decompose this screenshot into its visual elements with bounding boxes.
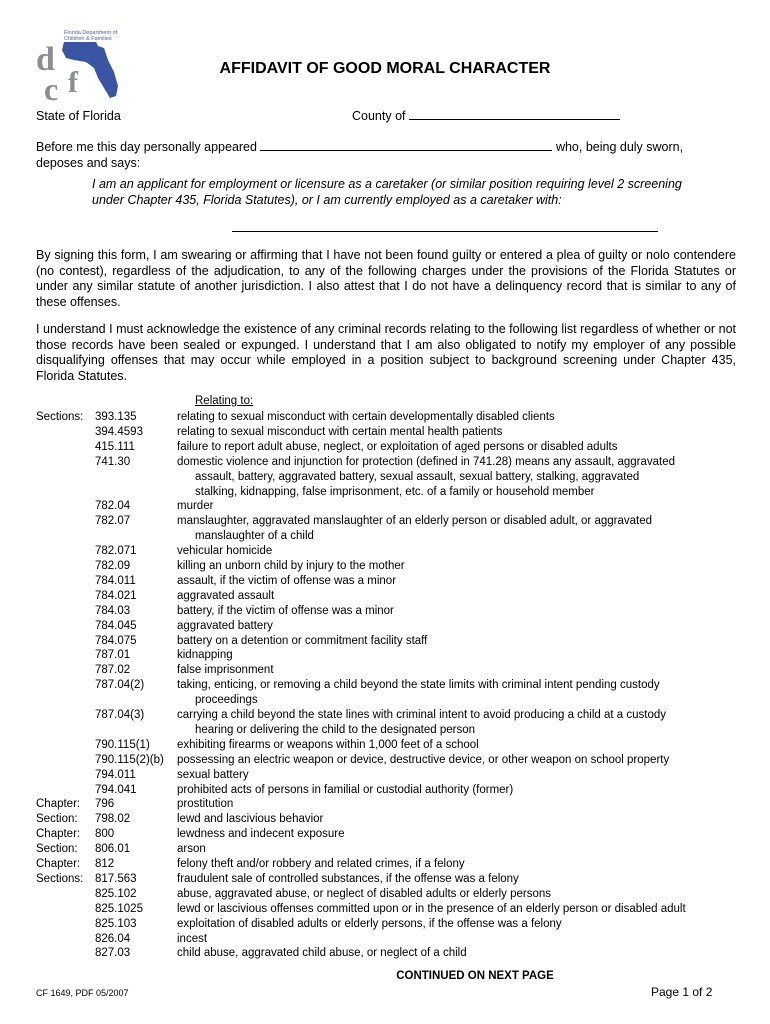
offense-description: [177, 619, 737, 634]
offense-code: 784.045: [95, 619, 137, 632]
offense-description-line: proceedings: [195, 694, 258, 707]
offense-description-line: false imprisonment: [177, 664, 274, 677]
offense-code: 784.021: [95, 589, 137, 602]
offense-code: 806.01: [95, 843, 131, 856]
offense-description: [177, 708, 737, 738]
state-label: State of Florida: [36, 109, 121, 123]
offense-description: [177, 604, 737, 619]
offense-description-line: possessing an electric weapon or device, destructive device, or other weapon on school property: [177, 753, 670, 766]
offense-description-line: abuse, aggravated abuse, or neglect of disabled adults or elderly persons: [177, 887, 551, 900]
offense-description-line: lewd and lascivious behavior: [177, 813, 324, 826]
offense-label: Section:: [36, 843, 78, 856]
offense-description: [177, 663, 737, 678]
offense-description: [177, 678, 737, 708]
offense-code: 787.04(2): [95, 679, 145, 692]
appeared-prefix: Before me this day personally appeared: [36, 140, 257, 154]
offense-description: [177, 738, 737, 753]
offense-description: [177, 499, 737, 514]
appeared-suffix: who, being duly sworn,: [555, 140, 684, 154]
offense-code: 817.563: [95, 872, 137, 885]
form-id: CF 1649, PDF 05/2007: [36, 988, 129, 998]
offense-code: 782.07: [95, 515, 131, 528]
offense-code: 794.011: [95, 768, 136, 781]
offense-description-line: battery, if the victim of offense was a minor: [177, 604, 394, 617]
offense-description-line: assault, battery, aggravated battery, sexual assault, sexual battery, stalking, aggravated: [195, 470, 640, 483]
offense-code: 812: [95, 858, 115, 870]
offense-description-line: taking, enticing, or removing a child beyond the state limits with criminal intent pending custody: [177, 679, 660, 692]
offense-description-line: child abuse, aggravated child abuse, or neglect of a child: [177, 947, 467, 960]
offense-label: Chapter:: [36, 858, 81, 870]
offense-description-line: aggravated battery: [177, 619, 273, 632]
offense-description-line: kidnapping: [177, 649, 233, 662]
deposes-label: deposes and says:: [36, 156, 141, 170]
paragraph-swear: By signing this form, I am swearing or affirming that I have not been found guilty or entered a plea of guilty or nolo contendere (no contest), regardless of the adjudication, to any of the following charges under the provisions of the Florida Statutes or under any similar statute of another jurisdiction. I also attest that I do not have a delinquency record that is similar to any of these offenses.: [36, 248, 736, 310]
offense-description-line: assault, if the victim of offense was a minor: [177, 574, 397, 587]
offense-description-line: felony theft and/or robbery and related crimes, if a felony: [177, 858, 465, 870]
offense-description-line: battery on a detention or commitment facility staff: [177, 634, 428, 647]
offense-description-line: relating to sexual misconduct with certain mental health patients: [177, 425, 503, 438]
offense-code: 782.04: [95, 500, 131, 513]
offense-description: [177, 932, 737, 947]
offense-description: [177, 946, 737, 961]
employer-field[interactable]: [232, 231, 658, 232]
offense-label: Chapter:: [36, 828, 81, 841]
paragraph-acknowledge: I understand I must acknowledge the existence of any criminal records relating to the following list regardless of whether or not those records have been sealed or expunged. I understand that I am also obligated to notify my employer of any possible disqualifying offenses that may occur while employed in a position subject to background screening under Chapter 435, Florida Statutes.: [36, 322, 736, 384]
offense-description-line: fraudulent sale of controlled substances, if the offense was a felony: [177, 872, 519, 885]
offense-description: [177, 440, 737, 455]
offense-code: 787.04(3): [95, 709, 145, 721]
offense-code: 782.09: [95, 560, 131, 572]
offense-description: [177, 872, 737, 887]
offense-code: 394.4593: [95, 425, 143, 438]
offense-description: [177, 768, 737, 783]
offense-description-line: lewdness and indecent exposure: [177, 828, 345, 841]
offense-description: [177, 648, 737, 663]
offense-description-line: killing an unborn child by injury to the mother: [177, 560, 405, 572]
offense-description-line: vehicular homicide: [177, 545, 273, 558]
offense-description: [177, 634, 737, 649]
offense-description: [177, 589, 737, 604]
offense-description: [177, 917, 737, 932]
logo-agency-line-1: Florida Department of: [64, 30, 118, 36]
offense-label: Section:: [36, 813, 78, 826]
offense-code: 784.011: [95, 574, 136, 587]
offense-code: 787.01: [95, 649, 131, 662]
offense-code: 825.1025: [95, 902, 143, 915]
logo-f: f: [68, 66, 78, 99]
offense-label: Sections:: [36, 411, 84, 423]
offense-description-line: murder: [177, 500, 214, 513]
county-field[interactable]: [409, 119, 620, 120]
offense-code: 826.04: [95, 932, 131, 945]
offense-description: [177, 574, 737, 589]
offense-code: 796: [95, 798, 115, 811]
offense-description-line: sexual battery: [177, 768, 249, 781]
offense-code: 794.041: [95, 783, 137, 796]
offense-description-line: exploitation of disabled adults or elderly persons, if the offense was a felony: [177, 917, 562, 930]
offense-description-line: carrying a child beyond the state lines with criminal intent to avoid producing a child at a custody: [177, 709, 667, 721]
county-label: County of: [352, 109, 406, 123]
offense-description-line: hearing or delivering the child to the designated person: [195, 723, 476, 736]
offense-description: [177, 753, 737, 768]
offense-description-line: aggravated assault: [177, 589, 275, 602]
offense-description: [177, 783, 737, 798]
offense-code: 800: [95, 828, 115, 841]
offense-description: [177, 842, 737, 857]
offense-description-line: failure to report adult abuse, neglect, or exploitation of aged persons or disabled adults: [177, 440, 618, 453]
offense-code: 790.115(2)(b): [95, 753, 164, 766]
offense-description-line: arson: [177, 843, 206, 856]
appeared-row: [36, 140, 683, 156]
page-title: AFFIDAVIT OF GOOD MORAL CHARACTER: [219, 60, 551, 77]
appeared-name-field[interactable]: [260, 150, 552, 151]
offense-description: [177, 827, 737, 842]
offense-code: 787.02: [95, 664, 131, 677]
relating-to-heading: Relating to:: [195, 395, 254, 407]
offense-code: 827.03: [95, 947, 131, 960]
offense-code: 798.02: [95, 813, 131, 826]
offense-description: [177, 797, 737, 812]
offense-description-line: prohibited acts of persons in familial or custodial authority (former): [177, 783, 514, 796]
offense-description-line: stalking, kidnapping, false imprisonment, etc. of a family or household member: [195, 485, 595, 498]
offense-description: [177, 425, 737, 440]
offense-description: [177, 902, 737, 917]
page-number: Page 1 of 2: [651, 985, 713, 999]
continued-note: CONTINUED ON NEXT PAGE: [396, 970, 554, 982]
logo-agency-name: [64, 30, 124, 42]
logo-agency-line-2: Children & Families: [64, 36, 112, 42]
offense-label: Sections:: [36, 872, 84, 885]
offense-code: 784.075: [95, 634, 137, 647]
offense-code: 825.103: [95, 917, 137, 930]
offense-description: [177, 812, 737, 827]
offense-description-line: exhibiting firearms or weapons within 1,000 feet of a school: [177, 738, 479, 751]
offense-description: [177, 455, 737, 500]
offense-code: 393.135: [95, 411, 137, 423]
offense-description: [177, 544, 737, 559]
offense-label: Chapter:: [36, 798, 81, 811]
offense-description-line: lewd or lascivious offenses committed upon or in the presence of an elderly person or disabled adult: [177, 902, 686, 915]
offense-code: 741.30: [95, 455, 131, 468]
applicant-statement: I am an applicant for employment or licensure as a caretaker (or similar position requiring level 2 screening under Chapter 435, Florida Statutes), or I am currently employed as a caretaker with:: [92, 177, 682, 207]
county-row: [352, 109, 620, 125]
offense-description: [177, 887, 737, 902]
offense-description: [177, 559, 737, 574]
offense-description-line: domestic violence and injunction for protection (defined in 741.28) means any assault, aggravated: [177, 455, 675, 468]
offense-description-line: prostitution: [177, 798, 234, 811]
offense-description-line: manslaughter, aggravated manslaughter of an elderly person or disabled adult, or aggravated: [177, 515, 652, 528]
offense-code: 825.102: [95, 887, 137, 900]
offense-description: [177, 857, 737, 872]
offense-code: 784.03: [95, 604, 131, 617]
offense-description-line: incest: [177, 932, 208, 945]
offense-description-line: manslaughter of a child: [195, 530, 314, 543]
logo-c: c: [44, 71, 59, 106]
offense-code: 415.111: [95, 440, 135, 453]
offense-code: 790.115(1): [95, 738, 150, 751]
offense-description: [177, 410, 737, 425]
logo-d: d: [36, 41, 55, 78]
offense-code: 782.071: [95, 545, 137, 558]
offense-description-line: relating to sexual misconduct with certain developmentally disabled clients: [177, 411, 555, 423]
offense-description: [177, 514, 737, 544]
